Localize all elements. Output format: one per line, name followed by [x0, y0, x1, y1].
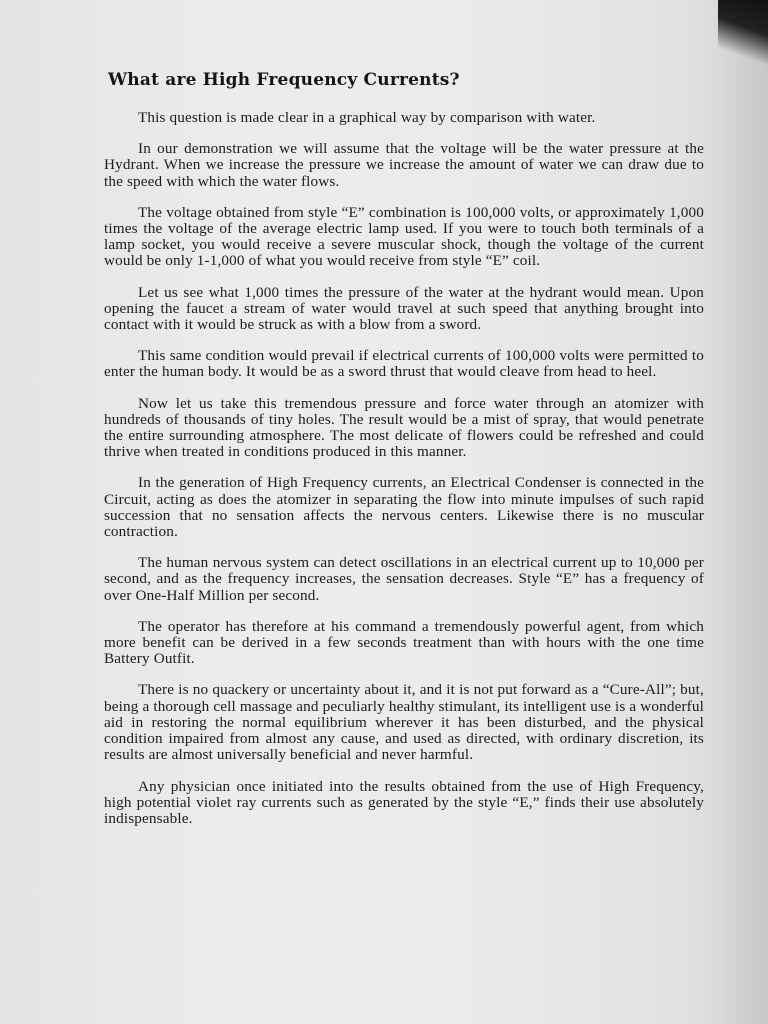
paragraph-10: There is no quackery or uncertainty about it, and it is not put forward as a “Cure-All”; but, being a thorough cell massage and peculiarly healthy stimulant, its intelligent use is a wonderful aid in restoring the normal equilibrium wherever it has been disturbed, and the physical condition impaired from almost any cause, and used as directed, with ordinary discretion, its results are almost universally beneficial and never harmful.: [104, 681, 704, 764]
paragraph-2: In our demonstration we will assume that the voltage will be the water pressure at the Hydrant. When we increase the pressure we increase the amount of water we can draw due to the speed with which the water flows.: [104, 140, 704, 190]
paragraph-11: Any physician once initiated into the results obtained from the use of High Frequency, high potential violet ray currents such as generated by the style “E,” finds their use absolutely indispensable.: [104, 777, 704, 827]
dark-corner: [718, 0, 768, 70]
paragraph-7: In the generation of High Frequency currents, an Electrical Condenser is connected in the Circuit, acting as does the atomizer in separating the flow into minute impulses of such rapid succession that no sensation affects the nervous centers. Likewise there is no muscular contraction.: [104, 474, 704, 541]
paragraph-3: The voltage obtained from style “E” combination is 100,000 volts, or approximately 1,000 times the voltage of the average electric lamp used. If you were to touch both terminals of a lamp socket, you would receive a severe muscular shock, though the voltage of the current would be only 1-1,000 of what you would receive from style “E” coil.: [104, 203, 704, 270]
page-edge-shadow: [708, 0, 768, 1024]
paragraph-1: This question is made clear in a graphical way by comparison with water.: [138, 109, 596, 126]
paragraph-4: Let us see what 1,000 times the pressure of the water at the hydrant would mean. Upon opening the faucet a stream of water would travel at such speed that anything brought into contact with it would be struck as with a blow from a sword.: [104, 283, 704, 334]
paragraph-5: This same condition would prevail if electrical currents of 100,000 volts were permitted to enter the human body. It would be as a sword thrust that would cleave from head to heel.: [104, 347, 704, 381]
paragraph-6: Now let us take this tremendous pressure and force water through an atomizer with hundreds of thousands of tiny holes. The result would be a mist of spray, that would penetrate the entire surrounding atmosphere. The most delicate of flowers could be refreshed and could thrive when treated in conditions produced in this manner.: [104, 394, 704, 461]
document-body: [104, 70, 704, 842]
page-title: What are High Frequency Currents?: [108, 70, 460, 90]
paragraph-9: The operator has therefore at his command a tremendously powerful agent, from which more benefit can be derived in a few seconds treatment than with hours with the one time Battery Outfit.: [104, 617, 704, 668]
paragraph-8: The human nervous system can detect oscillations in an electrical current up to 10,000 per second, and as the frequency increases, the sensation decreases. Style “E” has a frequency of over One-Half Million per second.: [104, 554, 704, 604]
